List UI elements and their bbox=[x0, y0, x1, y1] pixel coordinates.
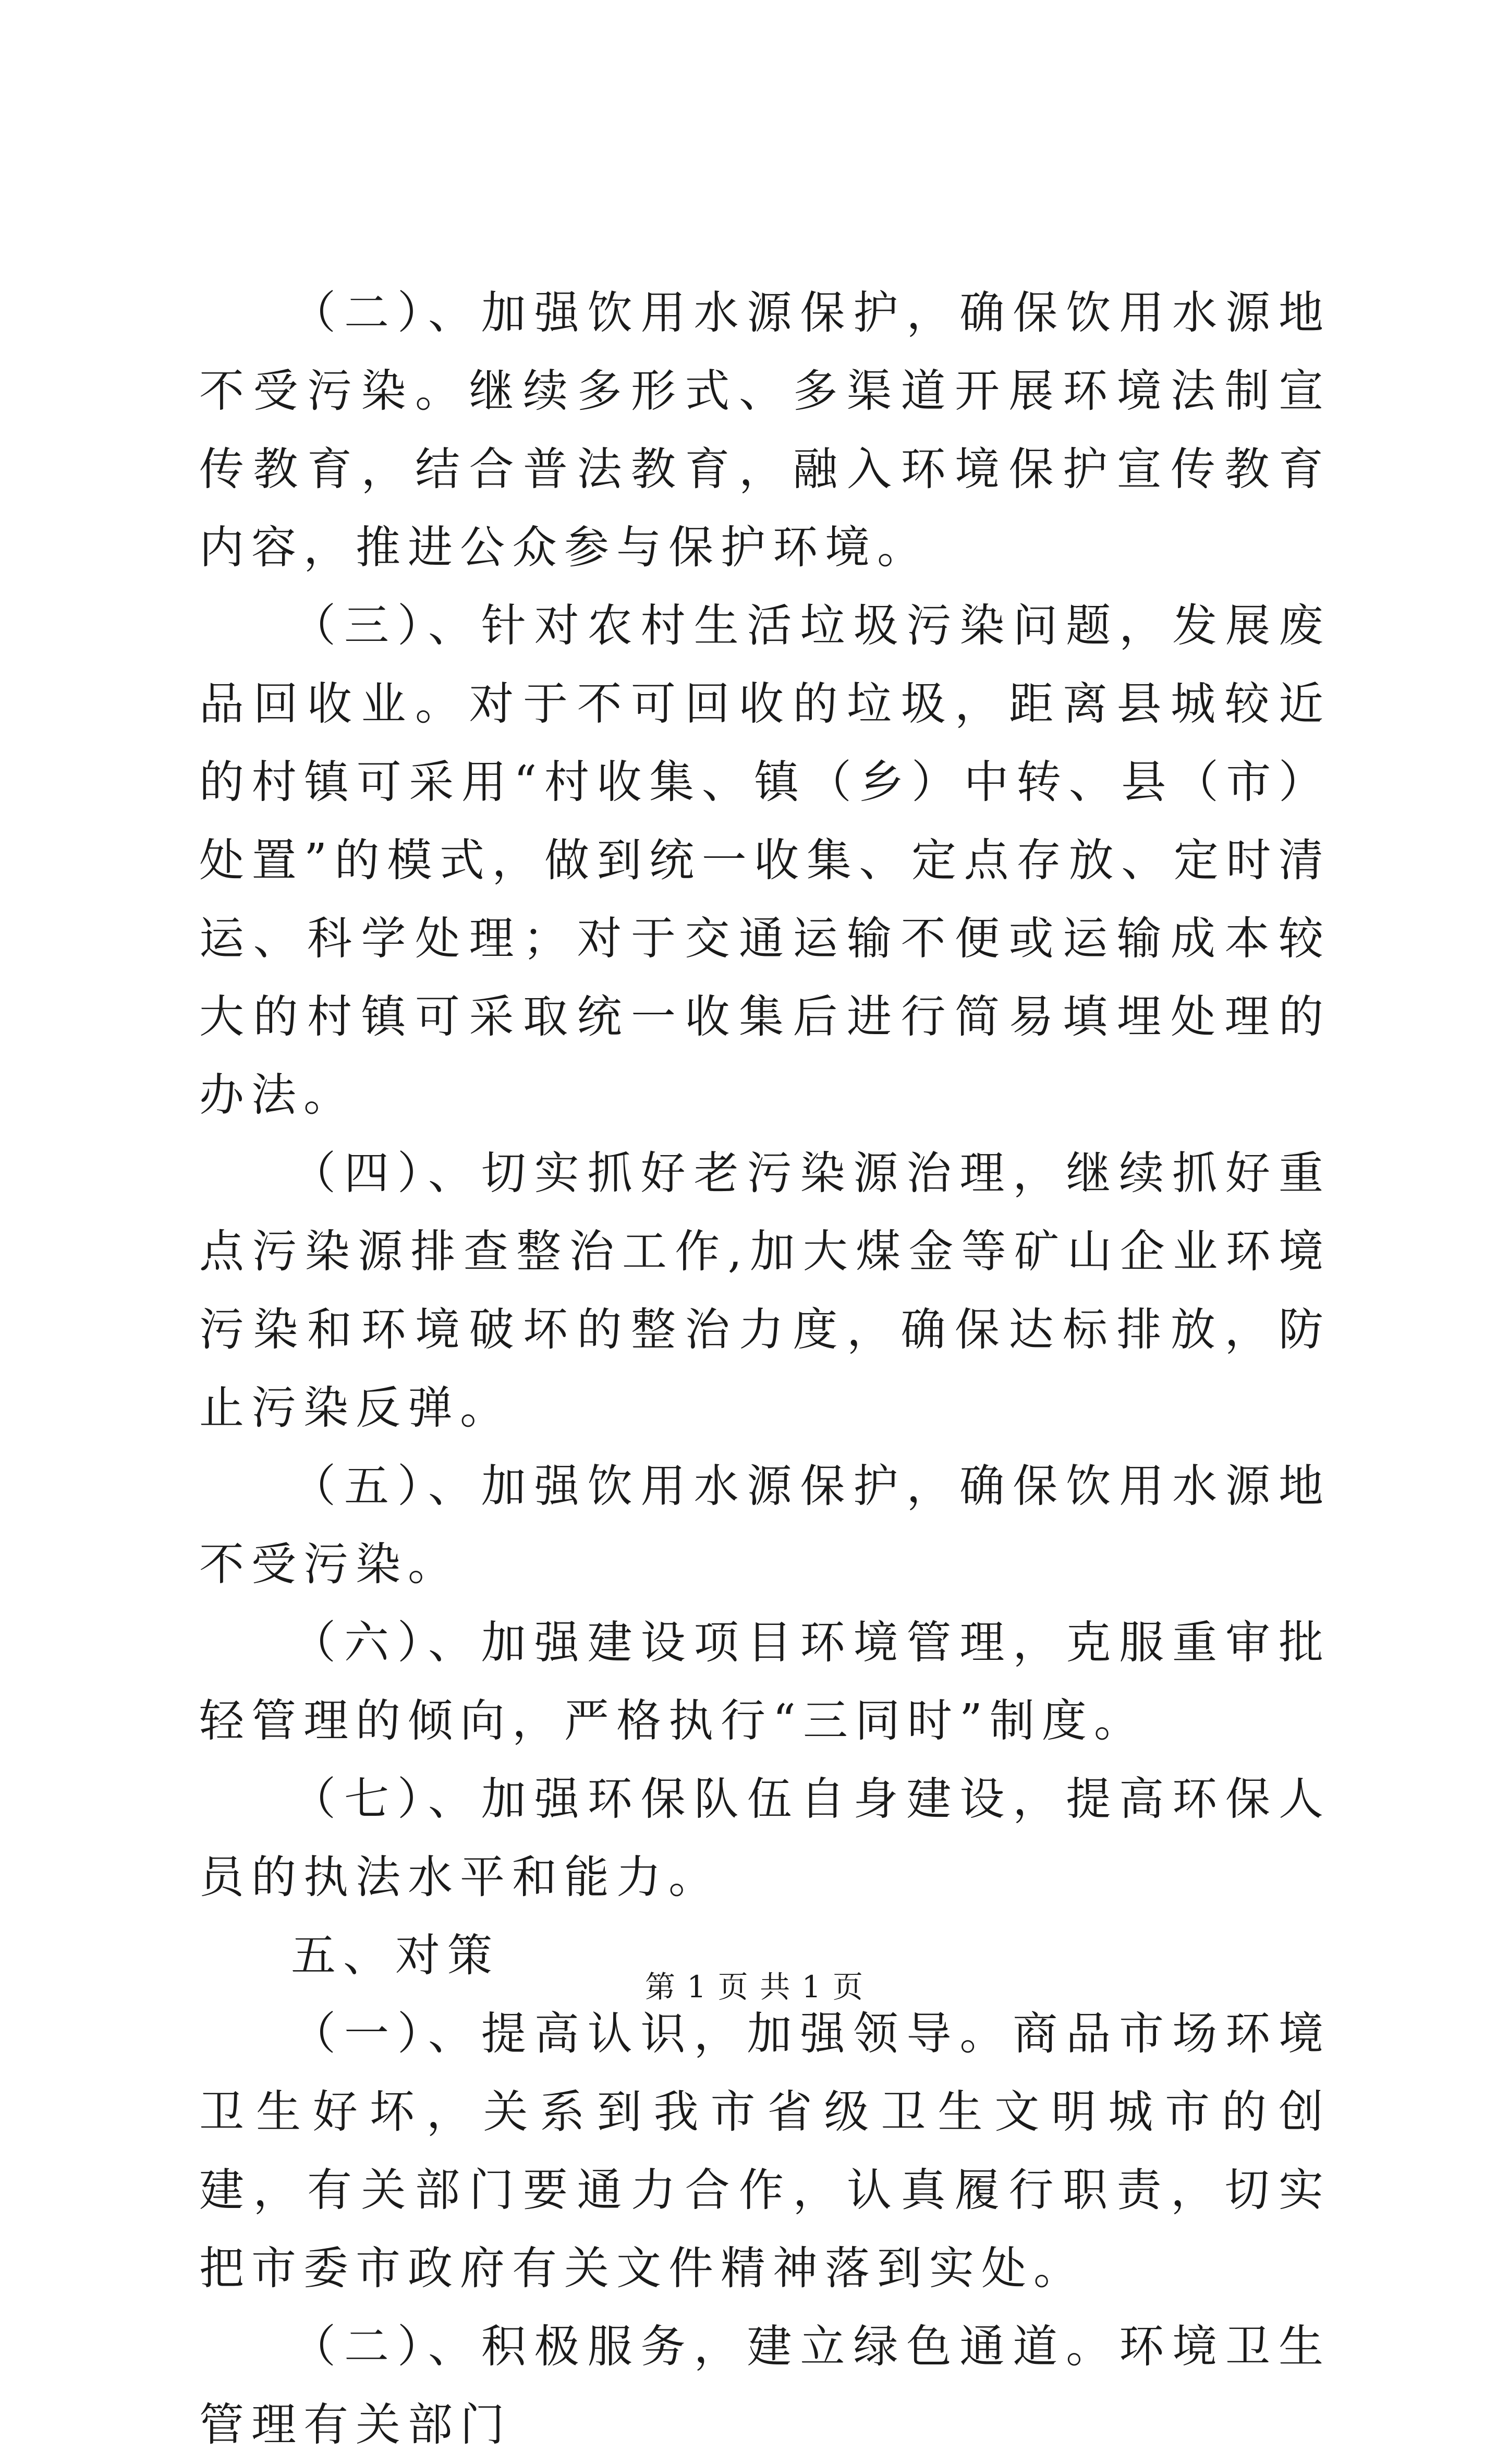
paragraph-3: （三）、针对农村生活垃圾污染问题，发展废品回收业。对于不可回收的垃圾，距离县城较近的村镇可采用“村收集、镇（乡）中转、县（市）处置”的模式，做到统一收集、定点存放、定时清运、科学处理；对于交通运输不便或运输成本较大的村镇可采取统一收集后进行简易填埋处理的办法。 bbox=[199, 600, 1331, 1121]
paragraph-7: （七）、加强环保队伍自身建设，提高环保人员的执法水平和能力。 bbox=[199, 1773, 1331, 1903]
paragraph-2: （二）、加强饮用水源保护，确保饮用水源地不受污染。继续多形式、多渠道开展环境法制宣传教育，结合普法教育，融入环境保护宣传教育内容，推进公众参与保护环境。 bbox=[199, 287, 1331, 574]
paragraph-6: （六）、加强建设项目环境管理，克服重审批轻管理的倾向，严格执行“三同时”制度。 bbox=[199, 1617, 1331, 1747]
paragraph-5: （五）、加强饮用水源保护，确保饮用水源地不受污染。 bbox=[199, 1460, 1331, 1591]
document-body bbox=[199, 274, 1331, 2464]
page-number-footer: 第 1 页 共 1 页 bbox=[645, 1969, 864, 2005]
paragraph-4: （四）、切实抓好老污染源治理，继续抓好重点污染源排查整治工作,加大煤金等矿山企业环境污染和环境破坏的整治力度，确保达标排放，防止污染反弹。 bbox=[199, 1147, 1331, 1434]
countermeasure-paragraph-1: （一）、提高认识，加强领导。商品市场环境卫生好坏，关系到我市省级卫生文明城市的创建，有关部门要通力合作，认真履行职责，切实把市委市政府有关文件精神落到实处。 bbox=[199, 2008, 1331, 2295]
countermeasure-paragraph-2: （二）、积极服务，建立绿色通道。环境卫生管理有关部门 bbox=[199, 2321, 1331, 2451]
section-heading: 五、对策 bbox=[291, 1929, 500, 1982]
